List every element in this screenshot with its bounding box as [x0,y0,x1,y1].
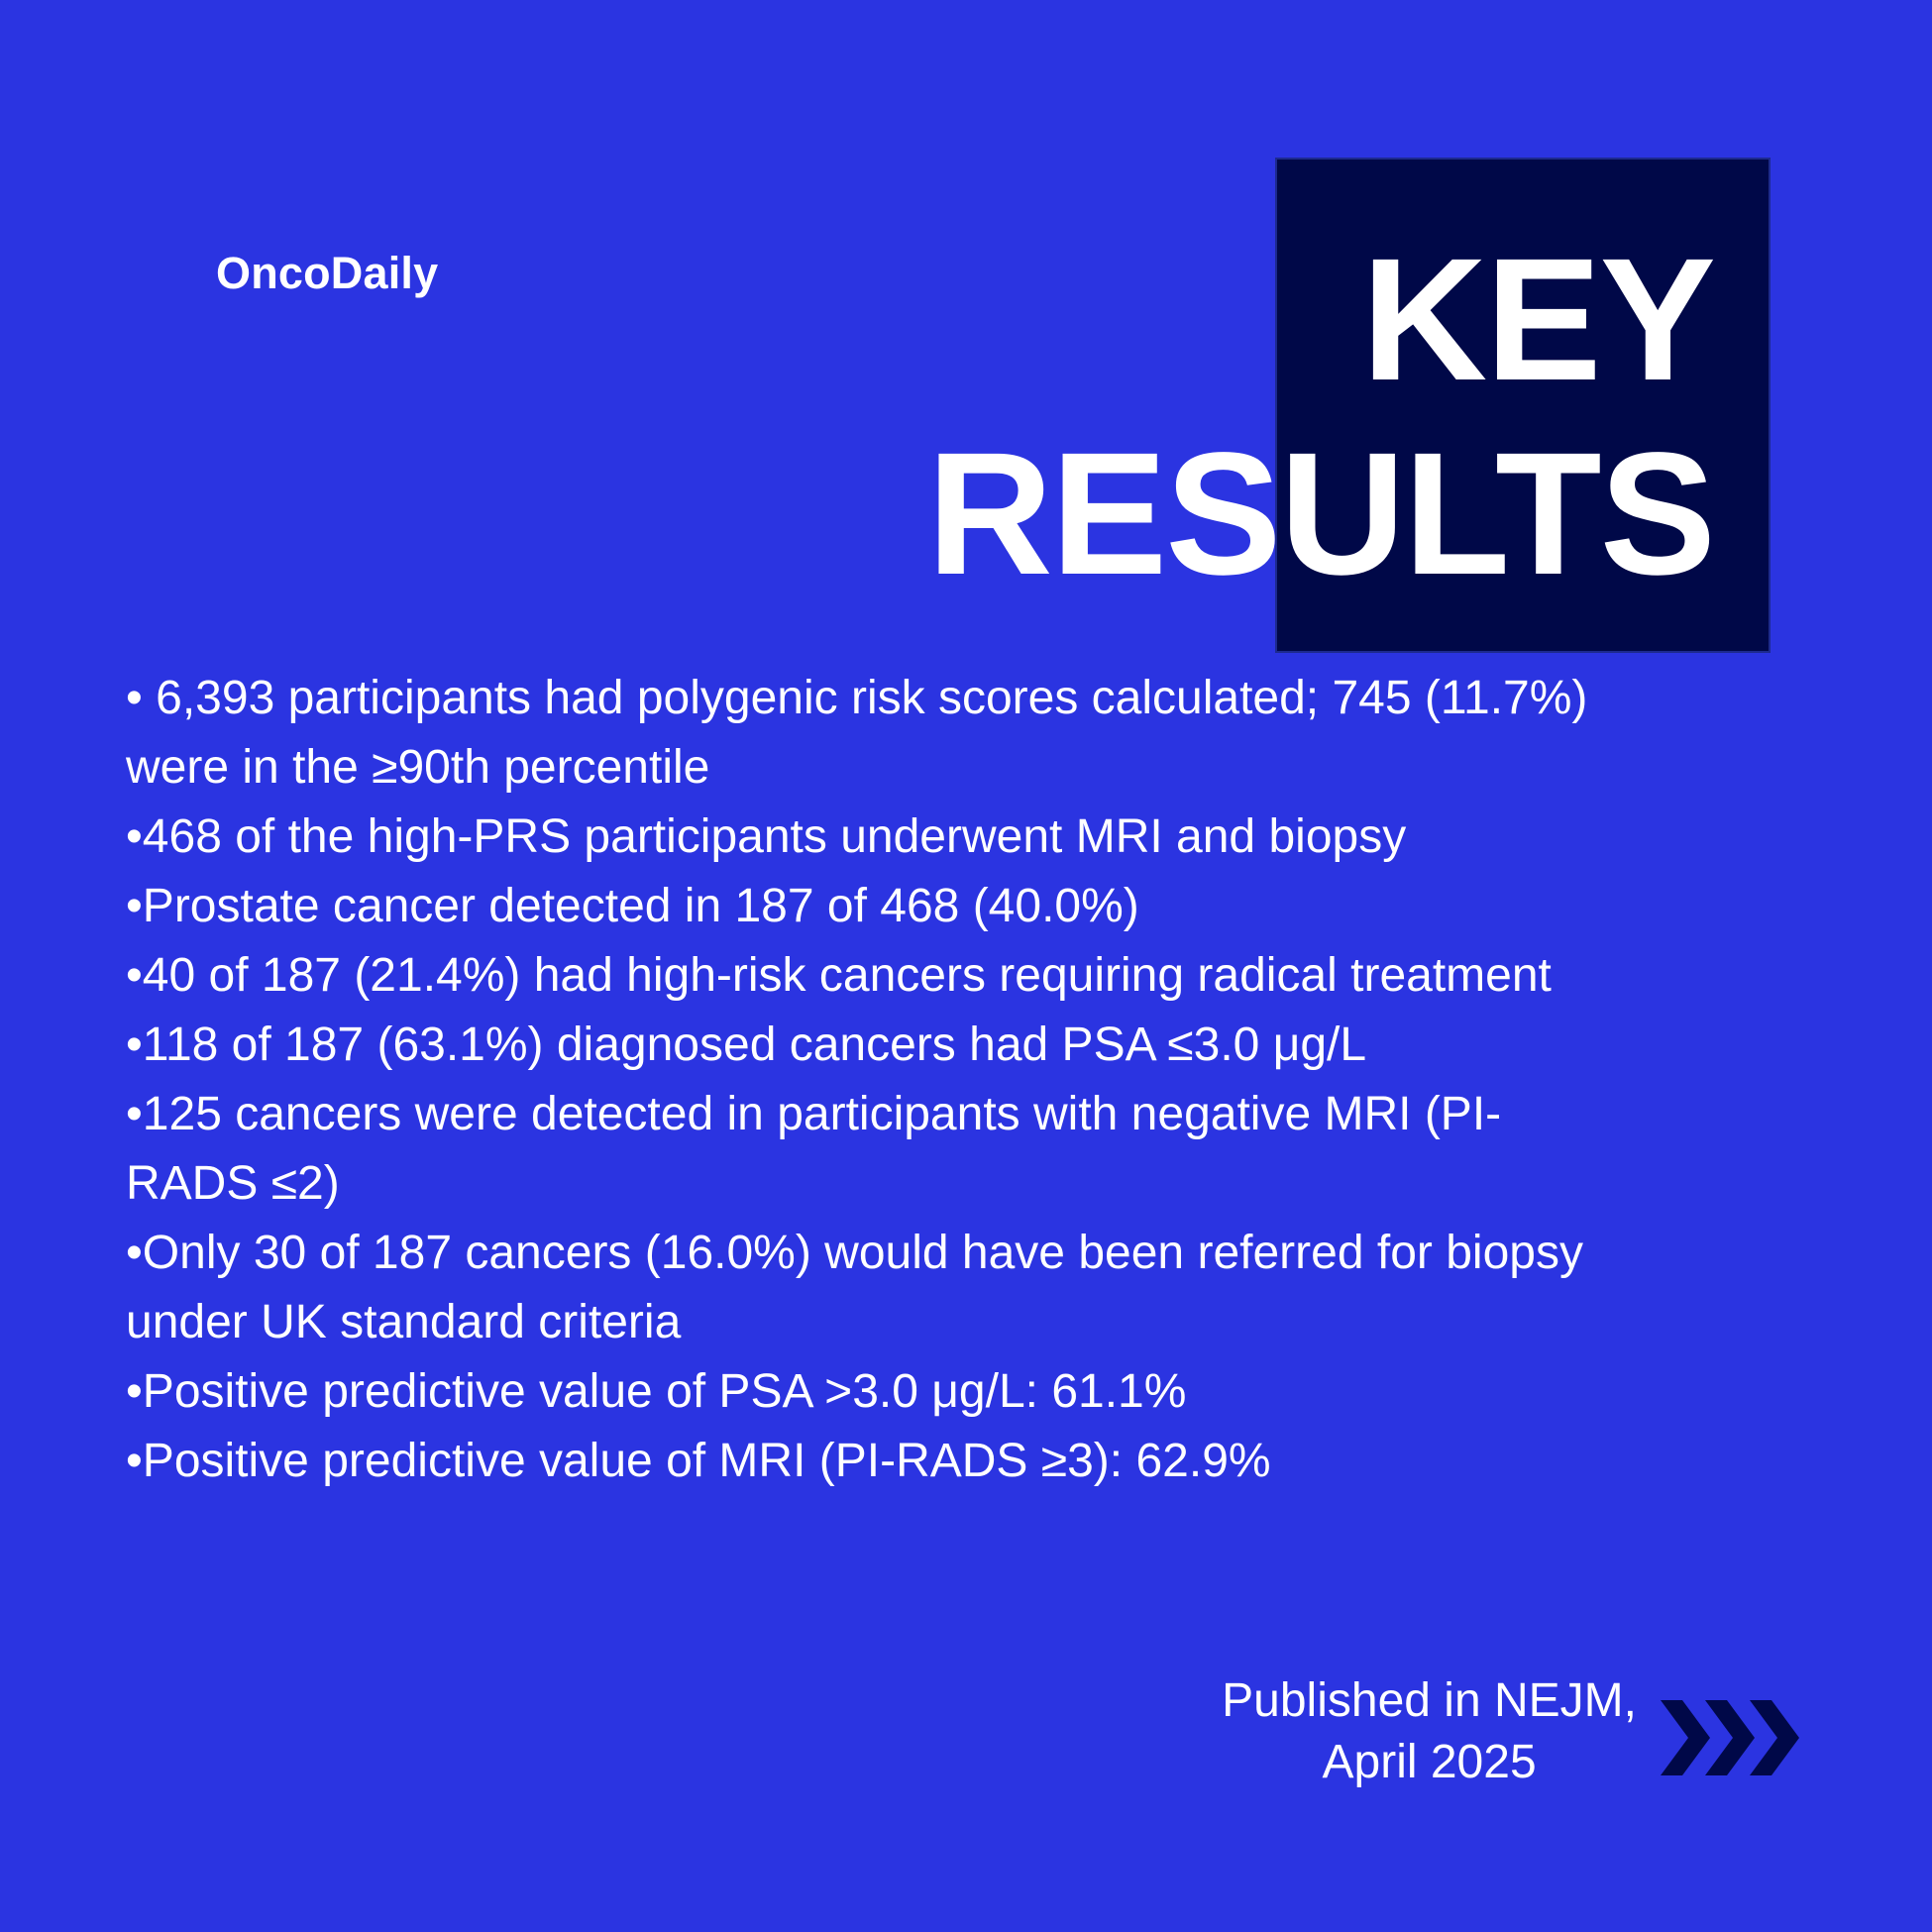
title-line-1: KEY [1361,223,1714,417]
triple-chevron-right-icon[interactable] [1661,1700,1803,1775]
result-item: •125 cancers were detected in participants with negative MRI (PI-RADS ≤2) [126,1088,1502,1210]
result-item: •Positive predictive value of PSA >3.0 μg/L: 61.1% [126,1365,1187,1418]
title-line-2: RESULTS [926,417,1714,611]
result-item: •Only 30 of 187 cancers (16.0%) would have been referred for biopsy under UK standard criteria [126,1227,1583,1348]
publication-journal: Published in NEJM, [1222,1674,1637,1727]
chevron-right-icon [1750,1700,1799,1775]
brand-logo: OncoDaily [216,248,439,298]
chevron-right-icon [1661,1700,1710,1775]
publication-note [1222,1670,1637,1793]
results-list [126,664,1632,1496]
chevron-right-icon [1705,1700,1755,1775]
publication-date: April 2025 [1322,1736,1537,1788]
result-item: •40 of 187 (21.4%) had high-risk cancers requiring radical treatment [126,949,1552,1002]
result-item: •468 of the high-PRS participants underwent MRI and biopsy [126,810,1407,863]
result-item: •Positive predictive value of MRI (PI-RADS ≥3): 62.9% [126,1435,1271,1487]
result-item: •118 of 187 (63.1%) diagnosed cancers had PSA ≤3.0 μg/L [126,1019,1367,1071]
page-title [927,223,1714,611]
result-item: • 6,393 participants had polygenic risk scores calculated; 745 (11.7%) were in the ≥90th percentile [126,672,1588,794]
result-item: •Prostate cancer detected in 187 of 468 (40.0%) [126,880,1139,932]
